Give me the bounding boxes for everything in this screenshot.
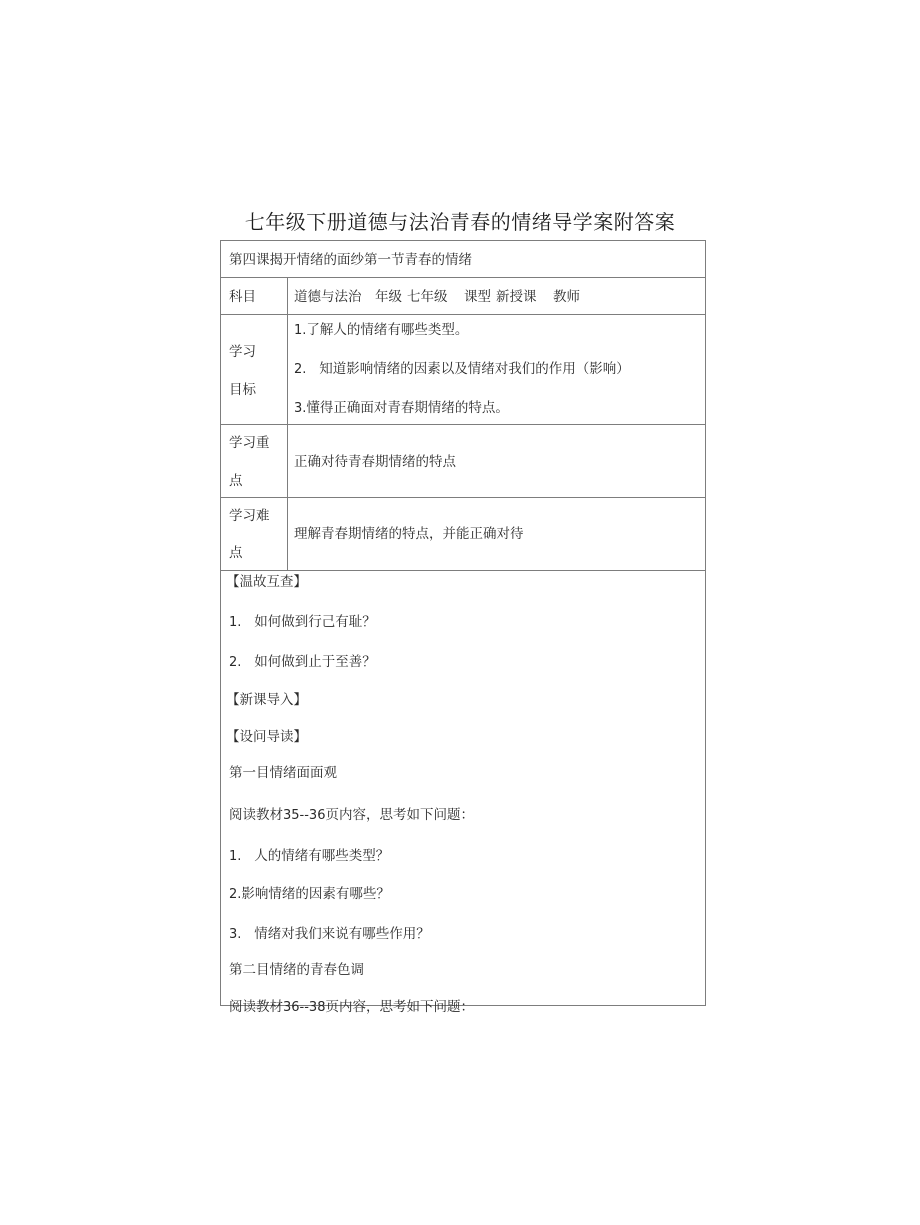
objectives-label-cell (221, 315, 288, 424)
objective-item-3-text: 懂得正确面对青春期情绪的特点。 (306, 400, 509, 416)
document-title: 七年级下册道德与法治青春的情绪导学案附答案 (244, 210, 676, 234)
reading-instruction-2-pages: 36--38 (283, 1000, 326, 1015)
key-point-label-cell (221, 425, 288, 497)
objectives-label-line1: 学习 (229, 344, 256, 360)
lesson-plan-table (220, 240, 706, 1015)
review-question-1 (229, 614, 376, 631)
subject-label-cell (221, 278, 288, 314)
lesson-type-value: 新授课 (496, 289, 537, 305)
reading-instruction-1 (229, 807, 474, 824)
question-2 (229, 886, 390, 903)
question-1-number: 1. (229, 849, 242, 864)
section-2-title: 第二目情绪的青春色调 (229, 962, 364, 978)
objective-item-2-number: 2. (294, 362, 307, 377)
difficulty-label-cell (221, 498, 288, 570)
teacher-label: 教师 (553, 289, 580, 305)
question-1 (229, 848, 389, 865)
key-point-label-line2: 点 (229, 473, 243, 489)
question-1-text: 人的情绪有哪些类型？ (254, 848, 390, 864)
difficulty-label-line2: 点 (229, 545, 243, 561)
lesson-header-row (221, 241, 705, 278)
review-question-2-number: 2. (229, 655, 242, 670)
reading-instruction-1-post: 页内容，思考如下问题： (325, 807, 474, 823)
review-question-1-number: 1. (229, 615, 242, 630)
reading-instruction-2-post: 页内容，思考如下问题： (325, 999, 474, 1015)
grade-value: 七年级 (407, 289, 448, 305)
objectives-label-line2: 目标 (229, 382, 256, 398)
reading-instruction-1-pre: 阅读教材 (229, 807, 283, 823)
question-3-text: 情绪对我们来说有哪些作用？ (254, 926, 430, 942)
reading-instruction-1-pages: 35--36 (283, 808, 326, 823)
objective-item-2-text: 知道影响情绪的因素以及情绪对我们的作用（影响） (319, 361, 630, 377)
key-point-text: 正确对待青春期情绪的特点 (294, 454, 456, 470)
review-question-1-text: 如何做到行己有耻？ (254, 614, 376, 630)
review-question-2-text: 如何做到止于至善？ (254, 654, 376, 670)
review-heading: 【温故互查】 (226, 574, 307, 590)
review-question-2 (229, 654, 376, 671)
objectives-row (221, 315, 705, 425)
lesson-header: 第四课揭开情绪的面纱第一节青春的情绪 (229, 252, 472, 268)
question-2-number: 2. (229, 887, 242, 902)
subject-info-row (221, 278, 705, 315)
lesson-type-label: 课型 (464, 289, 491, 305)
objective-item-1-text: 了解人的情绪有哪些类型。 (306, 322, 469, 338)
reading-instruction-2 (229, 999, 474, 1016)
difficulty-row (221, 498, 705, 571)
difficulty-text: 理解青春期情绪的特点，并能正确对待 (294, 526, 524, 542)
intro-heading: 【新课导入】 (226, 692, 307, 708)
subject-value: 道德与法治 (294, 289, 362, 305)
grade-label: 年级 (375, 289, 402, 305)
objective-item-3 (294, 400, 509, 417)
objective-item-2 (294, 361, 630, 378)
key-point-label-line1: 学习重 (229, 435, 270, 451)
objective-item-3-number: 3. (294, 401, 307, 416)
question-3-number: 3. (229, 927, 242, 942)
key-point-row (221, 425, 705, 498)
objective-item-1-number: 1. (294, 323, 307, 338)
difficulty-label-line1: 学习难 (229, 508, 270, 524)
reading-instruction-2-pre: 阅读教材 (229, 999, 283, 1015)
question-2-text: 影响情绪的因素有哪些？ (241, 886, 390, 902)
section-1-title: 第一目情绪面面观 (229, 765, 337, 781)
objective-item-1 (294, 322, 468, 339)
study-guide-body (221, 571, 705, 1015)
guide-heading: 【设问导读】 (226, 729, 307, 745)
subject-label: 科目 (229, 289, 256, 305)
question-3 (229, 926, 430, 943)
